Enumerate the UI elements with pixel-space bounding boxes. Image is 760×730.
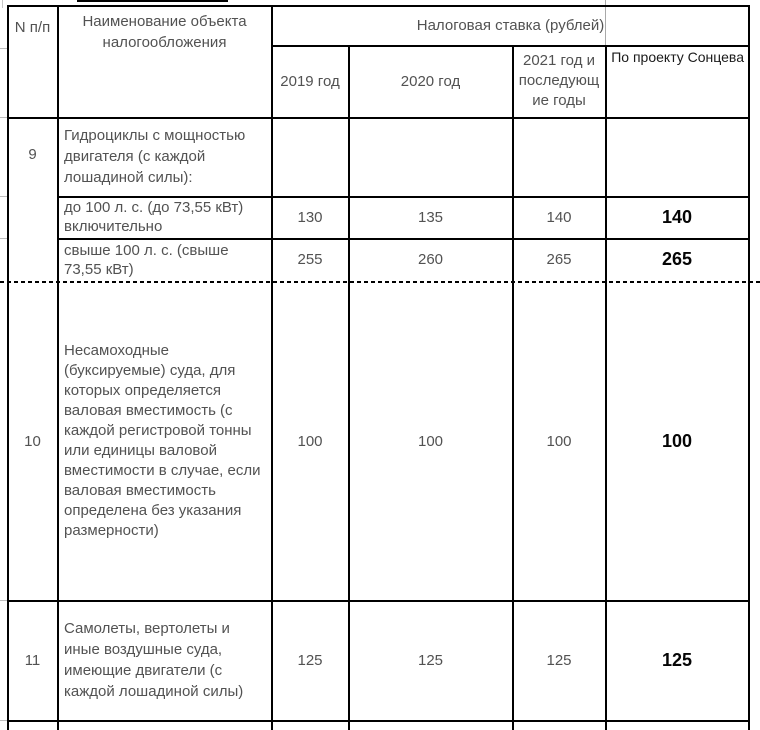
row10-object-name: Несамоходные (буксируемые) суда, для которых определяется валовая вместимость (с каждой регистровой тонны или единицы валовой вместимости в случае, если валовая вместимость определена без указания размерности) — [64, 342, 261, 539]
header-cell-2021: 2021 год и последующие годы — [518, 52, 600, 109]
gridline-stub — [0, 196, 7, 197]
gridline-stub — [0, 48, 7, 49]
gridline-stub — [0, 720, 7, 721]
row10-rate-2019: 100 — [297, 432, 323, 450]
row11-rate-project: 125 — [661, 649, 693, 670]
row10-rate-2020: 100 — [417, 432, 444, 450]
row10-number: 10 — [24, 432, 41, 450]
header-cell-number: N п/п — [14, 19, 51, 36]
row9a-rate-2021: 140 — [546, 208, 572, 226]
row9-object-name: Гидроциклы с мощностью двигателя (с каждой лошадиной силы): — [64, 127, 246, 186]
header-cell-object-name: Наименование объекта налогообложения — [82, 13, 247, 51]
next-row-partial — [8, 722, 748, 730]
row11-rate-2019: 125 — [297, 651, 323, 669]
row9b-rate-2019: 255 — [297, 251, 323, 268]
header-cell-2020: 2020 год — [400, 72, 461, 90]
row9b-rate-2021: 265 — [546, 251, 572, 268]
row9b-rate-2020: 260 — [417, 251, 444, 268]
row11-rate-2020: 125 — [417, 651, 444, 669]
table-border — [748, 5, 750, 730]
gridline-stub — [0, 600, 7, 601]
gridline-stub-vertical — [2, 0, 3, 8]
gridline-stub — [0, 117, 7, 118]
header-cell-tax-rate-group: Налоговая ставка (рублей) — [416, 16, 605, 34]
header-cell-2019: 2019 год — [280, 72, 340, 90]
row9b-object-name: свыше 100 л. с. (свыше 73,55 кВт) — [64, 241, 229, 278]
row11-number: 11 — [24, 651, 41, 669]
row10-rate-2021: 100 — [546, 432, 572, 450]
row9a-rate-2019: 130 — [297, 208, 323, 226]
row10-rate-project: 100 — [661, 430, 693, 451]
row9b-rate-project: 265 — [661, 249, 693, 269]
row11-rate-2021: 125 — [546, 651, 572, 669]
row9a-rate-2020: 135 — [417, 208, 444, 226]
row11-object-name: Самолеты, вертолеты и иные воздушные суда, имеющие двигатели (с каждой лошадиной силы) — [64, 620, 244, 700]
row9a-object-name: до 100 л. с. (до 73,55 кВт) включительно — [64, 199, 244, 235]
row9a-rate-project: 140 — [661, 206, 693, 227]
gridline-stub — [0, 238, 7, 239]
header-cell-project-sontsev: По проекту Сонцева — [611, 49, 744, 65]
cutoff-row-border — [77, 0, 228, 2]
row9-number: 9 — [28, 146, 37, 163]
